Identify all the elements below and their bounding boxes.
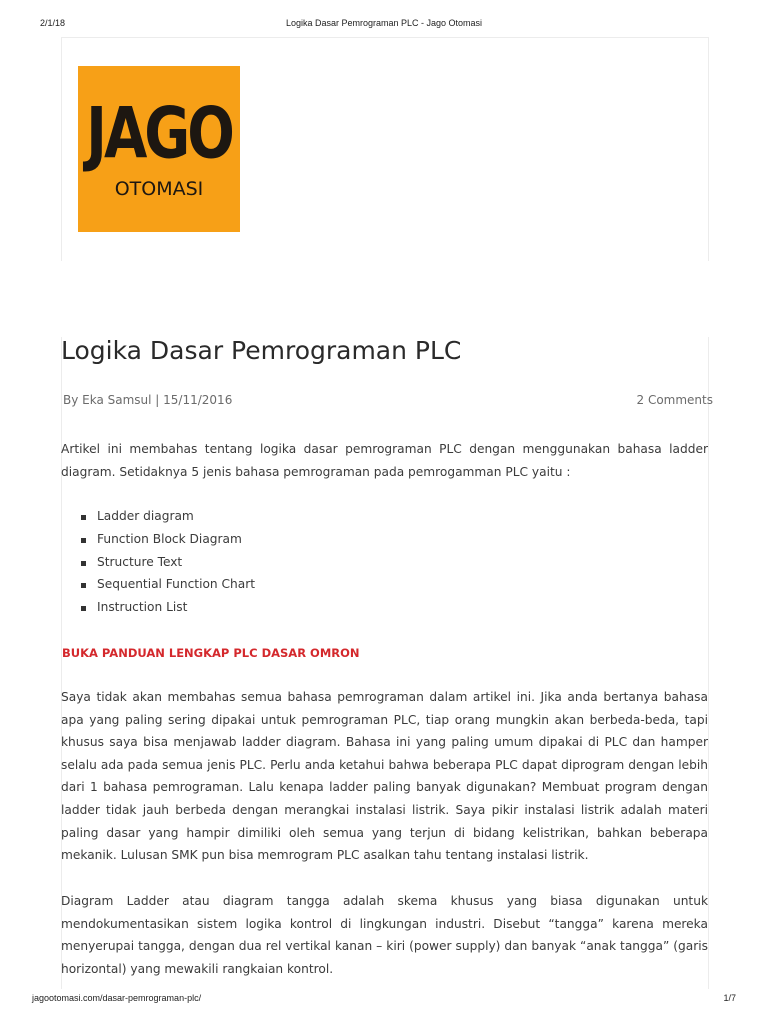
print-page-title: Logika Dasar Pemrograman PLC - Jago Otomasi: [285, 18, 483, 28]
guide-link[interactable]: BUKA PANDUAN LENGKAP PLC DASAR OMRON: [62, 646, 360, 660]
list-item: Function Block Diagram: [80, 528, 255, 551]
logo-subtitle: OTOMASI: [114, 178, 204, 200]
print-header: [0, 18, 768, 32]
article-title: Logika Dasar Pemrograman PLC: [61, 336, 462, 365]
list-item: Ladder diagram: [80, 505, 255, 528]
body-paragraph: Saya tidak akan membahas semua bahasa pemrograman dalam artikel ini. Jika anda bertanya bahasa apa yang paling sering dipakai untuk pemrograman PLC, tiap orang mungkin akan berbeda-beda, tapi khusus saya bisa menjawab ladder diagram. Bahasa ini yang paling umum dipakai di PLC dan hamper selalu ada pada semua jenis PLC. Perlu anda ketahui bahwa beberapa PLC dapat diprogram dengan lebih dari 1 bahasa pemrograman. Lalu kenapa ladder paling banyak digunakan? Membuat program dengan ladder tidak jauh berbeda dengan merangkai instalasi listrik. Saya pikir instalasi listrik adalah materi paling dasar yang hampir dimiliki oleh semua yang terjun di bidang kelistrikan, bahkan beberapa mekanik. Lulusan SMK pun bisa memrogram PLC asalkan tahu tentang instalasi listrik.: [61, 690, 708, 863]
logo-wordmark: JAGO: [86, 93, 232, 175]
print-page-number: 1/7: [723, 993, 736, 1003]
print-footer: [0, 993, 768, 1007]
body-paragraph: Diagram Ladder atau diagram tangga adalah skema khusus yang biasa digunakan untuk mendokumentasikan sistem logika kontrol di lingkungan industri. Disebut “tangga” karena mereka menyerupai tangga, dengan dua rel vertikal kanan – kiri (power supply) dan banyak “anak tangga” (garis horizontal) yang mewakili rangkaian kontrol.: [61, 894, 708, 976]
site-logo[interactable]: [78, 66, 240, 232]
list-item: Sequential Function Chart: [80, 573, 255, 596]
print-url: jagootomasi.com/dasar-pemrograman-plc/: [32, 993, 202, 1003]
print-date: 2/1/18: [40, 18, 66, 28]
comments-link[interactable]: 2 Comments: [636, 393, 713, 407]
author-date-byline[interactable]: By Eka Samsul | 15/11/2016: [63, 393, 233, 407]
list-item: Structure Text: [80, 551, 255, 574]
language-list: [80, 505, 255, 619]
article-meta: [63, 393, 713, 411]
intro-paragraph: Artikel ini membahas tentang logika dasar pemrograman PLC dengan menggunakan bahasa ladder diagram. Setidaknya 5 jenis bahasa pemrograman pada pemrogamman PLC yaitu :: [61, 442, 708, 479]
list-item: Instruction List: [80, 596, 255, 619]
